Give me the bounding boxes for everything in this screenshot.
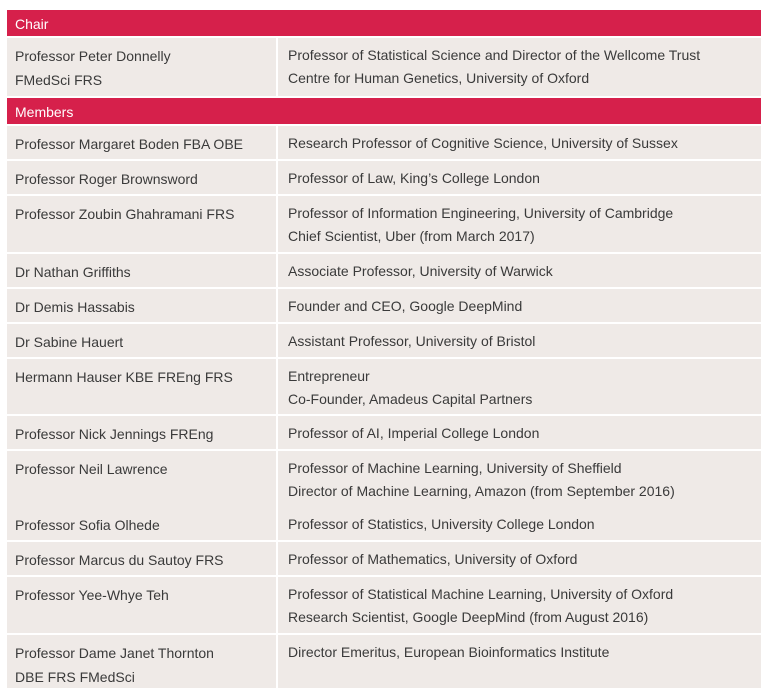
name-line: Dr Sabine Hauert bbox=[15, 334, 124, 350]
member-role bbox=[278, 507, 761, 540]
table-row bbox=[7, 196, 761, 254]
role-line: Director Emeritus, European Bioinformatics Institute bbox=[288, 644, 610, 660]
name-line: Dr Demis Hassabis bbox=[15, 299, 135, 315]
table-row bbox=[7, 254, 761, 289]
role-line: Professor of Statistical Science and Director of the Wellcome Trust bbox=[288, 47, 701, 63]
table-row bbox=[7, 359, 761, 416]
member-name bbox=[7, 577, 278, 633]
role-line: Professor of AI, Imperial College London bbox=[288, 425, 540, 441]
member-role bbox=[278, 324, 761, 357]
member-name bbox=[7, 324, 278, 357]
role-line: Professor of Statistics, University College London bbox=[288, 516, 595, 532]
member-role bbox=[278, 254, 761, 287]
role-line: Founder and CEO, Google DeepMind bbox=[288, 298, 523, 314]
member-role bbox=[278, 416, 761, 449]
role-line: Professor of Mathematics, University of Oxford bbox=[288, 551, 578, 567]
name-line: DBE FRS FMedSci bbox=[15, 669, 135, 685]
member-name bbox=[7, 542, 278, 575]
member-name bbox=[7, 196, 278, 252]
name-line: Hermann Hauser KBE FREng FRS bbox=[15, 369, 233, 385]
member-role bbox=[278, 289, 761, 322]
role-line: Chief Scientist, Uber (from March 2017) bbox=[288, 228, 535, 244]
name-line: Dr Nathan Griffiths bbox=[15, 264, 131, 280]
member-name bbox=[7, 289, 278, 322]
member-role bbox=[278, 196, 761, 252]
role-line: Centre for Human Genetics, University of Oxford bbox=[288, 70, 590, 86]
role-line: Entrepreneur bbox=[288, 368, 370, 384]
role-line: Assistant Professor, University of Bristol bbox=[288, 333, 536, 349]
table-row bbox=[7, 324, 761, 359]
member-name bbox=[7, 38, 278, 96]
member-name bbox=[7, 635, 278, 688]
table-row bbox=[7, 126, 761, 161]
role-line: Associate Professor, University of Warwick bbox=[288, 263, 553, 279]
role-line: Professor of Information Engineering, University of Cambridge bbox=[288, 205, 674, 221]
table-row bbox=[7, 507, 761, 542]
table-row bbox=[7, 161, 761, 196]
member-name bbox=[7, 416, 278, 449]
name-line: Professor Nick Jennings FREng bbox=[15, 426, 214, 442]
chair-header: Chair bbox=[7, 10, 761, 38]
member-role bbox=[278, 359, 761, 414]
member-role bbox=[278, 38, 761, 96]
name-line: FMedSci FRS bbox=[15, 72, 103, 88]
membership-table bbox=[7, 10, 761, 690]
role-line: Professor of Law, King’s College London bbox=[288, 170, 540, 186]
member-name bbox=[7, 451, 278, 507]
name-line: Professor Zoubin Ghahramani FRS bbox=[15, 206, 235, 222]
name-line: Professor Neil Lawrence bbox=[15, 461, 168, 477]
member-name bbox=[7, 161, 278, 194]
table-row bbox=[7, 635, 761, 690]
member-name bbox=[7, 126, 278, 159]
table-row bbox=[7, 451, 761, 507]
name-line: Professor Roger Brownsword bbox=[15, 171, 198, 187]
member-role bbox=[278, 126, 761, 159]
role-line: Director of Machine Learning, Amazon (from September 2016) bbox=[288, 483, 675, 499]
member-name bbox=[7, 254, 278, 287]
table-row bbox=[7, 577, 761, 635]
table-row bbox=[7, 38, 761, 98]
member-role bbox=[278, 635, 761, 688]
role-line: Professor of Statistical Machine Learning, University of Oxford bbox=[288, 586, 674, 602]
table-row bbox=[7, 542, 761, 577]
member-rows bbox=[7, 126, 761, 690]
name-line: Professor Sofia Olhede bbox=[15, 517, 160, 533]
member-role bbox=[278, 451, 761, 507]
member-name bbox=[7, 359, 278, 414]
members-header: Members bbox=[7, 98, 761, 126]
name-line: Professor Marcus du Sautoy FRS bbox=[15, 552, 224, 568]
table-row bbox=[7, 416, 761, 451]
role-line: Co-Founder, Amadeus Capital Partners bbox=[288, 391, 533, 407]
name-line: Professor Peter Donnelly bbox=[15, 48, 171, 64]
role-line: Research Professor of Cognitive Science, University of Sussex bbox=[288, 135, 678, 151]
chair-rows bbox=[7, 38, 761, 98]
name-line: Professor Margaret Boden FBA OBE bbox=[15, 136, 243, 152]
member-role bbox=[278, 542, 761, 575]
member-role bbox=[278, 161, 761, 194]
name-line: Professor Dame Janet Thornton bbox=[15, 645, 214, 661]
member-role bbox=[278, 577, 761, 633]
role-line: Professor of Machine Learning, University of Sheffield bbox=[288, 460, 622, 476]
member-name bbox=[7, 507, 278, 540]
role-line: Research Scientist, Google DeepMind (from August 2016) bbox=[288, 609, 649, 625]
table-row bbox=[7, 289, 761, 324]
name-line: Professor Yee-Whye Teh bbox=[15, 587, 169, 603]
